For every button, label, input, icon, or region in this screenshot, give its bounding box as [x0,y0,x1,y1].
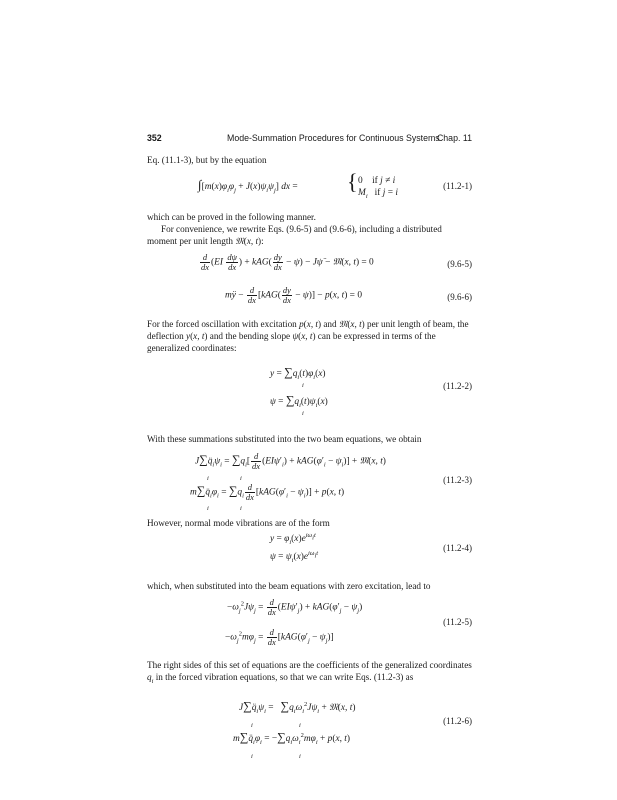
chapter-label: Chap. 11 [436,133,472,143]
paragraph-substituted: With these summations substituted into the two beam equations, we obtain [147,434,422,444]
equation-11-2-5: $-\omega_j^2J\psi_j$ = $\frac{d}{dx}$ $(EI\psi'_j) + kAG(\varphi'_j - \psi_j)$ $-\omega_j^2m\varphi_j$ = $\frac{d}{dx}$ $[kAG(\varphi'_j - \psi_j)]$ (11.2-5) [225,597,472,647]
running-header [147,133,472,147]
paragraph-proof-intro: which can be proved in the following manner. [147,212,316,222]
running-title: Mode-Summation Procedures for Continuous Systems [227,133,440,143]
equation-number: (9.6-5) [447,259,472,269]
equation-number: (11.2-6) [443,716,472,726]
equation-number: (11.2-5) [443,617,472,627]
equation-9-6-6: mÿ − $\frac{d}{dx}$ [kAG( $\frac{dy}{dx}$ − ψ)] − p(x, t) = 0 (9.6-6) [225,285,472,305]
page-number: 352 [147,133,162,143]
equation-number: (11.2-2) [443,381,472,391]
equation-number: (9.6-6) [447,292,472,302]
equation-11-2-6: $J\sum q̈_i\psi_i = \sum q_i\omega_i^2J\psi_i$ + 𝔐(x, t) i i $m\sum q̈_i\varphi_i = -\sum q_i\omega_i^2m\varphi_i + p(x$, t) i i (11.2-6) [233,699,472,760]
paragraph-right-sides: The right sides of this set of equations are the coefficients of the generalized coordinates $q_i$ in the forced vibration equations, so that we can write Eqs. (11.2-3) as [147,660,472,685]
paragraph-convenience-text: For convenience, we rewrite Eqs. (9.6-5) and (9.6-6), including a distributed moment per unit length [147,224,442,246]
paragraph-forced-oscillation: For the forced oscillation with excitation p(x, t) and 𝔐(x, t) per unit length of beam, the deflection y(x, t) and the bending slope ψ(x, t) can be expressed in terms of the generalized coordinates: [147,319,469,353]
paragraph-convenience: For convenience, we rewrite Eqs. (9.6-5) and (9.6-6), including a distributed moment per unit length 𝔐(x, t): [147,224,442,246]
equation-11-2-1: $\int[m(x)\varphi_i\varphi_j + J(x)\psi_i\psi_j]$ dx = { 0 if j ≠ i $M_i$ if j = i (11.2-1) [198,169,472,200]
paragraph-zero-excitation: which, when substituted into the beam equations with zero excitation, lead to [147,581,431,591]
paragraph-normal-mode: However, normal mode vibrations are of the form [147,518,330,528]
equation-9-6-5: $\frac{d}{dx}$ (EI $\frac{d\psi}{dx}$ ) + kAG( $\frac{dy}{dx}$ − ψ) − Jψ̈ − 𝔐(x, t) = 0 (9.6-5) [201,252,472,272]
equation-11-2-2: $y = \sum q_i(t)\varphi_i(x)$ i $\psi = \sum q_i(t)\psi_i(x)$ i (11.2-2) [270,365,472,417]
paragraph-intro: Eq. (11.1-3), but by the equation [147,155,267,165]
equation-number: (11.2-3) [443,475,472,485]
equation-11-2-4: $y = \varphi_i(x)e^{i\omega_it}$ $\psi = \psi_i(x)e^{i\omega_it}$ (11.2-4) [270,531,472,564]
equation-number: (11.2-1) [443,181,472,191]
equation-11-2-3: $J\sum q̈_i\psi_i = \sum q_i$[ $\frac{d}{dx}$ $(EI\psi'_i) + kAG(\varphi'_i - \psi_i)$] + 𝔐(x, t) i i $m\sum q̈_i\varphi_i = \sum q_i$ $\frac{d}{dx}$ $[kAG(\varphi'_i - \psi_i)] + p(x$, t) i i (11.2-3) [190,451,472,512]
equation-number: (11.2-4) [443,543,472,553]
